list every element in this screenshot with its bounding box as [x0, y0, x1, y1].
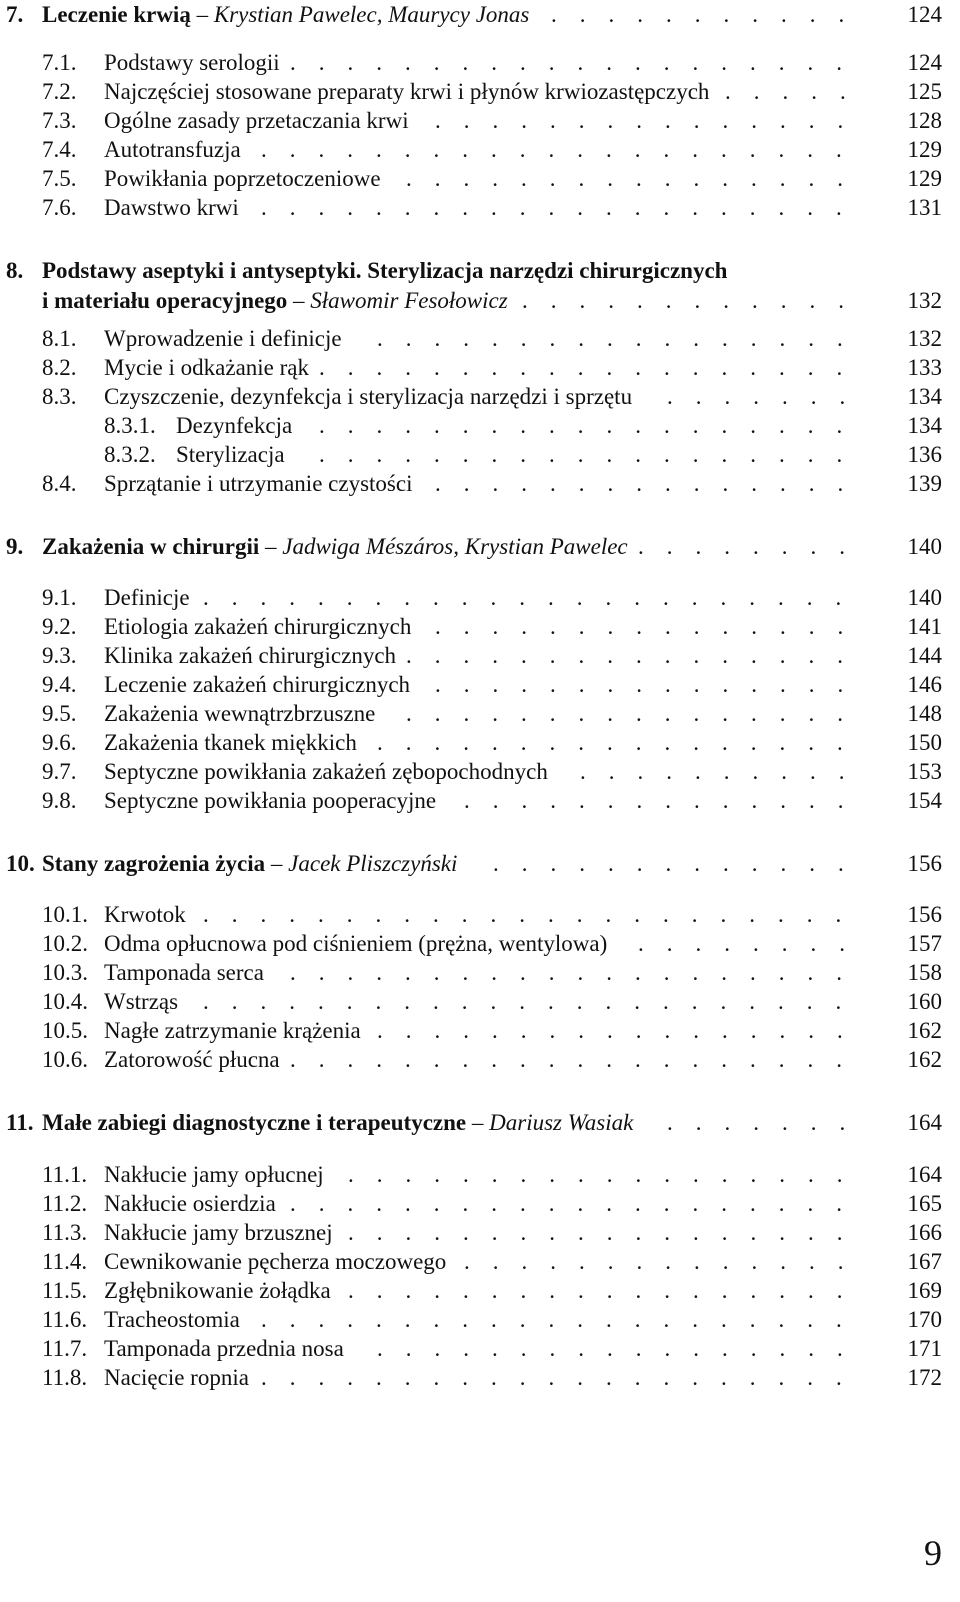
entry-number: 8.3. — [42, 384, 77, 409]
page-ref: 169 — [907, 1278, 942, 1303]
entry-number: 11.6. — [42, 1307, 88, 1332]
toc-section[interactable] — [0, 1305, 960, 1335]
entry-title: Ogólne zasady przetaczania krwi — [104, 108, 409, 133]
toc-subsection[interactable] — [0, 411, 960, 441]
toc-section[interactable] — [0, 958, 960, 988]
leader-dots: ....................... — [203, 902, 865, 927]
toc-subsection[interactable] — [0, 440, 960, 470]
entry-title: Tracheostomia — [104, 1307, 240, 1332]
entry-title: Nakłucie osierdzia — [104, 1191, 276, 1216]
entry-title: Sterylizacja — [176, 442, 285, 467]
toc-section[interactable] — [0, 1334, 960, 1364]
page-ref: 141 — [907, 614, 942, 639]
leader-dots: .................. — [348, 1220, 866, 1245]
entry-title: Sprzątanie i utrzymanie czystości — [104, 471, 413, 496]
entry-title: Nagłe zatrzymanie krążenia — [104, 1018, 361, 1043]
entry-title: Nacięcie ropnia — [104, 1365, 249, 1390]
entry-number: 11.1. — [42, 1162, 88, 1187]
page-ref: 165 — [907, 1191, 942, 1216]
toc-section[interactable] — [0, 728, 960, 758]
page-ref: 156 — [907, 851, 942, 876]
entry-title: Nakłucie jamy brzusznej — [104, 1220, 333, 1245]
leader-dots: ................ — [406, 701, 866, 726]
leader-dots: ............... — [435, 614, 867, 639]
entry-title: Dawstwo krwi — [104, 195, 239, 220]
page-ref: 146 — [907, 672, 942, 697]
entry-title: Klinika zakażeń chirurgicznych — [104, 643, 397, 668]
leader-dots: ........ — [638, 534, 868, 559]
entry-title: Autotransfuzja — [104, 137, 241, 162]
author-separator: – — [466, 1110, 490, 1135]
leader-dots: .................... — [290, 50, 865, 75]
entry-title: Mycie i odkażanie rąk — [104, 355, 309, 380]
entry-title: Etiologia zakażeń chirurgicznych — [104, 614, 412, 639]
page-ref: 140 — [907, 585, 942, 610]
entry-number: 9.6. — [42, 730, 77, 755]
entry-number: 7.2. — [42, 79, 77, 104]
entry-number: 11.8. — [42, 1365, 88, 1390]
entry-number: 11.4. — [42, 1249, 88, 1274]
page-ref: 125 — [907, 79, 942, 104]
page-ref: 171 — [907, 1336, 942, 1361]
entry-title-continuation — [42, 286, 508, 316]
leader-dots: .............. — [464, 788, 867, 813]
entry-number: 7.4. — [42, 137, 77, 162]
entry-number: 10. — [6, 851, 35, 876]
page-ref: 134 — [907, 413, 942, 438]
page-ref: 124 — [907, 2, 942, 27]
page-ref: 129 — [907, 166, 942, 191]
entry-number: 10.2. — [42, 931, 88, 956]
entry-number: 8.4. — [42, 471, 77, 496]
toc-section[interactable] — [0, 1247, 960, 1277]
entry-number: 8.1. — [42, 326, 77, 351]
toc-chapter[interactable] — [0, 532, 960, 562]
leader-dots: .................... — [290, 1191, 865, 1216]
page-ref: 167 — [907, 1249, 942, 1274]
chapter-author: Jadwiga Mészáros, Krystian Pawelec — [282, 534, 628, 559]
leader-dots: ................. — [377, 1018, 866, 1043]
chapter-title: Podstawy aseptyki i antyseptyki. Sterylizacja narzędzi chirurgicznych — [42, 258, 728, 283]
leader-dots: ................... — [319, 355, 866, 380]
leader-dots: ................... — [319, 413, 866, 438]
page-ref: 144 — [907, 643, 942, 668]
entry-title: Zakażenia wewnątrzbrzuszne — [104, 701, 376, 726]
page-ref: 140 — [907, 534, 942, 559]
page-ref: 158 — [907, 960, 942, 985]
leader-dots: .............. — [464, 1249, 867, 1274]
page-ref: 133 — [907, 355, 942, 380]
page-ref: 134 — [907, 384, 942, 409]
leader-dots: ............... — [435, 672, 867, 697]
toc-section[interactable] — [0, 106, 960, 136]
entry-number: 8. — [6, 258, 24, 283]
chapter-title-cont: i materiału operacyjnego — [42, 288, 288, 313]
page-ref: 157 — [907, 931, 942, 956]
entry-title: Septyczne powikłania zakażeń zębopochodnych — [104, 759, 548, 784]
chapter-author: Krystian Pawelec, Maurycy Jonas — [213, 2, 530, 27]
chapter-author: Dariusz Wasiak — [489, 1110, 634, 1135]
leader-dots: ........... — [551, 2, 868, 27]
entry-title: Tamponada serca — [104, 960, 264, 985]
leader-dots: ..................... — [261, 137, 865, 162]
entry-title: Odma opłucnowa pod ciśnieniem (prężna, wentylowa) — [104, 931, 608, 956]
entry-title: Wstrząs — [104, 989, 179, 1014]
entry-number: 9.8. — [42, 788, 77, 813]
toc-section[interactable] — [0, 135, 960, 165]
toc-section[interactable] — [0, 193, 960, 223]
entry-number: 8.3.1. — [104, 413, 156, 438]
toc-section[interactable] — [0, 324, 960, 354]
page-ref: 170 — [907, 1307, 942, 1332]
chapter-title: Zakażenia w chirurgii — [42, 534, 260, 559]
entry-title: Leczenie zakażeń chirurgicznych — [104, 672, 411, 697]
toc-section[interactable] — [0, 1045, 960, 1075]
leader-dots: .................. — [348, 1278, 866, 1303]
toc-section[interactable] — [0, 641, 960, 671]
chapter-author: Sławomir Fesołowicz — [310, 288, 508, 313]
toc-section[interactable] — [0, 1160, 960, 1190]
leader-dots: .................... — [290, 1047, 865, 1072]
chapter-title: Małe zabiegi diagnostyczne i terapeutyczne — [42, 1110, 467, 1135]
leader-dots: ..................... — [261, 1365, 865, 1390]
entry-number: 10.1. — [42, 902, 88, 927]
leader-dots: ..................... — [261, 1307, 865, 1332]
page-ref: 164 — [907, 1162, 942, 1187]
leader-dots: ........ — [638, 931, 868, 956]
entry-title: Zakażenia tkanek miękkich — [104, 730, 357, 755]
leader-dots: .......... — [580, 759, 868, 784]
entry-title: Tamponada przednia nosa — [104, 1336, 344, 1361]
entry-number: 9.7. — [42, 759, 77, 784]
entry-number: 11. — [6, 1110, 34, 1135]
entry-title: Definicje — [104, 585, 190, 610]
author-separator: – — [287, 288, 311, 313]
toc-section[interactable] — [0, 1363, 960, 1393]
entry-title — [42, 0, 529, 30]
leader-dots: ................. — [377, 1336, 866, 1361]
toc-section[interactable] — [0, 987, 960, 1017]
entry-number: 7.3. — [42, 108, 77, 133]
entry-title: Wprowadzenie i definicje — [104, 326, 342, 351]
toc-section[interactable] — [0, 1276, 960, 1306]
author-separator: – — [259, 534, 283, 559]
entry-number: 7. — [6, 2, 24, 27]
leader-dots: ............... — [435, 108, 867, 133]
page-ref: 132 — [907, 288, 942, 313]
toc-section[interactable] — [0, 1016, 960, 1046]
page-ref: 132 — [907, 326, 942, 351]
entry-number: 11.7. — [42, 1336, 88, 1361]
page-ref: 150 — [907, 730, 942, 755]
entry-title: Powikłania poprzetoczeniowe — [104, 166, 381, 191]
entry-number: 9. — [6, 534, 24, 559]
leader-dots: ................... — [319, 442, 866, 467]
page-ref: 148 — [907, 701, 942, 726]
toc-section[interactable] — [0, 164, 960, 194]
leader-dots: .................. — [348, 1162, 866, 1187]
entry-number: 9.4. — [42, 672, 77, 697]
toc-section[interactable] — [0, 699, 960, 729]
toc-section[interactable] — [0, 382, 960, 412]
page-ref: 139 — [907, 471, 942, 496]
entry-title — [42, 256, 727, 286]
page-number: 9 — [924, 1533, 942, 1573]
toc-section[interactable] — [0, 612, 960, 642]
entry-title: Podstawy serologii — [104, 50, 280, 75]
entry-number: 11.3. — [42, 1220, 88, 1245]
entry-number: 9.5. — [42, 701, 77, 726]
page-ref: 154 — [907, 788, 942, 813]
toc-section[interactable] — [0, 48, 960, 78]
entry-number: 8.2. — [42, 355, 77, 380]
entry-number: 10.4. — [42, 989, 88, 1014]
toc-chapter[interactable] — [0, 849, 960, 879]
toc-section[interactable] — [0, 900, 960, 930]
author-separator: – — [265, 851, 289, 876]
page-ref: 162 — [907, 1018, 942, 1043]
leader-dots: ....................... — [203, 585, 865, 610]
toc-section[interactable] — [0, 77, 960, 107]
leader-dots: ................. — [377, 730, 866, 755]
entry-number: 11.2. — [42, 1191, 88, 1216]
page-ref: 166 — [907, 1220, 942, 1245]
entry-title: Septyczne powikłania pooperacyjne — [104, 788, 437, 813]
leader-dots: ..... — [725, 79, 869, 104]
entry-title: Dezynfekcja — [176, 413, 293, 438]
toc-chapter[interactable] — [0, 256, 960, 286]
toc-section[interactable] — [0, 929, 960, 959]
entry-title — [42, 849, 457, 879]
leader-dots: ..................... — [261, 195, 865, 220]
chapter-title: Stany zagrożenia życia — [42, 851, 266, 876]
toc-chapter[interactable] — [0, 1108, 960, 1138]
entry-number: 7.1. — [42, 50, 77, 75]
page-ref: 129 — [907, 137, 942, 162]
entry-number: 7.6. — [42, 195, 77, 220]
chapter-title: Leczenie krwią — [42, 2, 191, 27]
page-ref: 172 — [907, 1365, 942, 1390]
entry-title: Zatorowość płucna — [104, 1047, 280, 1072]
toc-section[interactable] — [0, 1189, 960, 1219]
entry-number: 9.3. — [42, 643, 77, 668]
toc-section[interactable] — [0, 670, 960, 700]
entry-number: 8.3.2. — [104, 442, 156, 467]
entry-title: Czyszczenie, dezynfekcja i sterylizacja narzędzi i sprzętu — [104, 384, 633, 409]
page-ref: 156 — [907, 902, 942, 927]
page-ref: 162 — [907, 1047, 942, 1072]
leader-dots: ................ — [406, 166, 866, 191]
leader-dots: ....... — [667, 1110, 869, 1135]
author-separator: – — [190, 2, 214, 27]
leader-dots: ....................... — [203, 989, 865, 1014]
page-ref: 153 — [907, 759, 942, 784]
page-ref: 164 — [907, 1110, 942, 1135]
leader-dots: ............... — [435, 471, 867, 496]
entry-number: 9.2. — [42, 614, 77, 639]
toc-section[interactable] — [0, 1218, 960, 1248]
toc-section[interactable] — [0, 786, 960, 816]
leader-dots: ............. — [493, 851, 867, 876]
leader-dots: ................. — [377, 326, 866, 351]
page-ref: 136 — [907, 442, 942, 467]
entry-number: 10.5. — [42, 1018, 88, 1043]
entry-number: 9.1. — [42, 585, 77, 610]
leader-dots: ............ — [522, 288, 867, 313]
chapter-author: Jacek Pliszczyński — [288, 851, 458, 876]
entry-title — [42, 1108, 633, 1138]
page-ref: 131 — [907, 195, 942, 220]
page-ref: 160 — [907, 989, 942, 1014]
entry-number: 10.6. — [42, 1047, 88, 1072]
toc-section[interactable] — [0, 353, 960, 383]
page-ref: 128 — [907, 108, 942, 133]
entry-title: Krwotok — [104, 902, 186, 927]
page-ref: 124 — [907, 50, 942, 75]
toc-chapter-continuation — [0, 286, 960, 316]
entry-title — [42, 532, 628, 562]
entry-number: 7.5. — [42, 166, 77, 191]
entry-title: Nakłucie jamy opłucnej — [104, 1162, 324, 1187]
toc-section[interactable] — [0, 583, 960, 613]
toc-chapter[interactable] — [0, 0, 960, 30]
entry-title: Najczęściej stosowane preparaty krwi i płynów krwiozastępczych — [104, 79, 710, 104]
entry-title: Zgłębnikowanie żołądka — [104, 1278, 331, 1303]
entry-number: 11.5. — [42, 1278, 88, 1303]
entry-title: Cewnikowanie pęcherza moczowego — [104, 1249, 447, 1274]
toc-section[interactable] — [0, 469, 960, 499]
leader-dots: .................... — [290, 960, 865, 985]
leader-dots: ................ — [406, 643, 866, 668]
leader-dots: ....... — [667, 384, 869, 409]
entry-number: 10.3. — [42, 960, 88, 985]
toc-section[interactable] — [0, 757, 960, 787]
